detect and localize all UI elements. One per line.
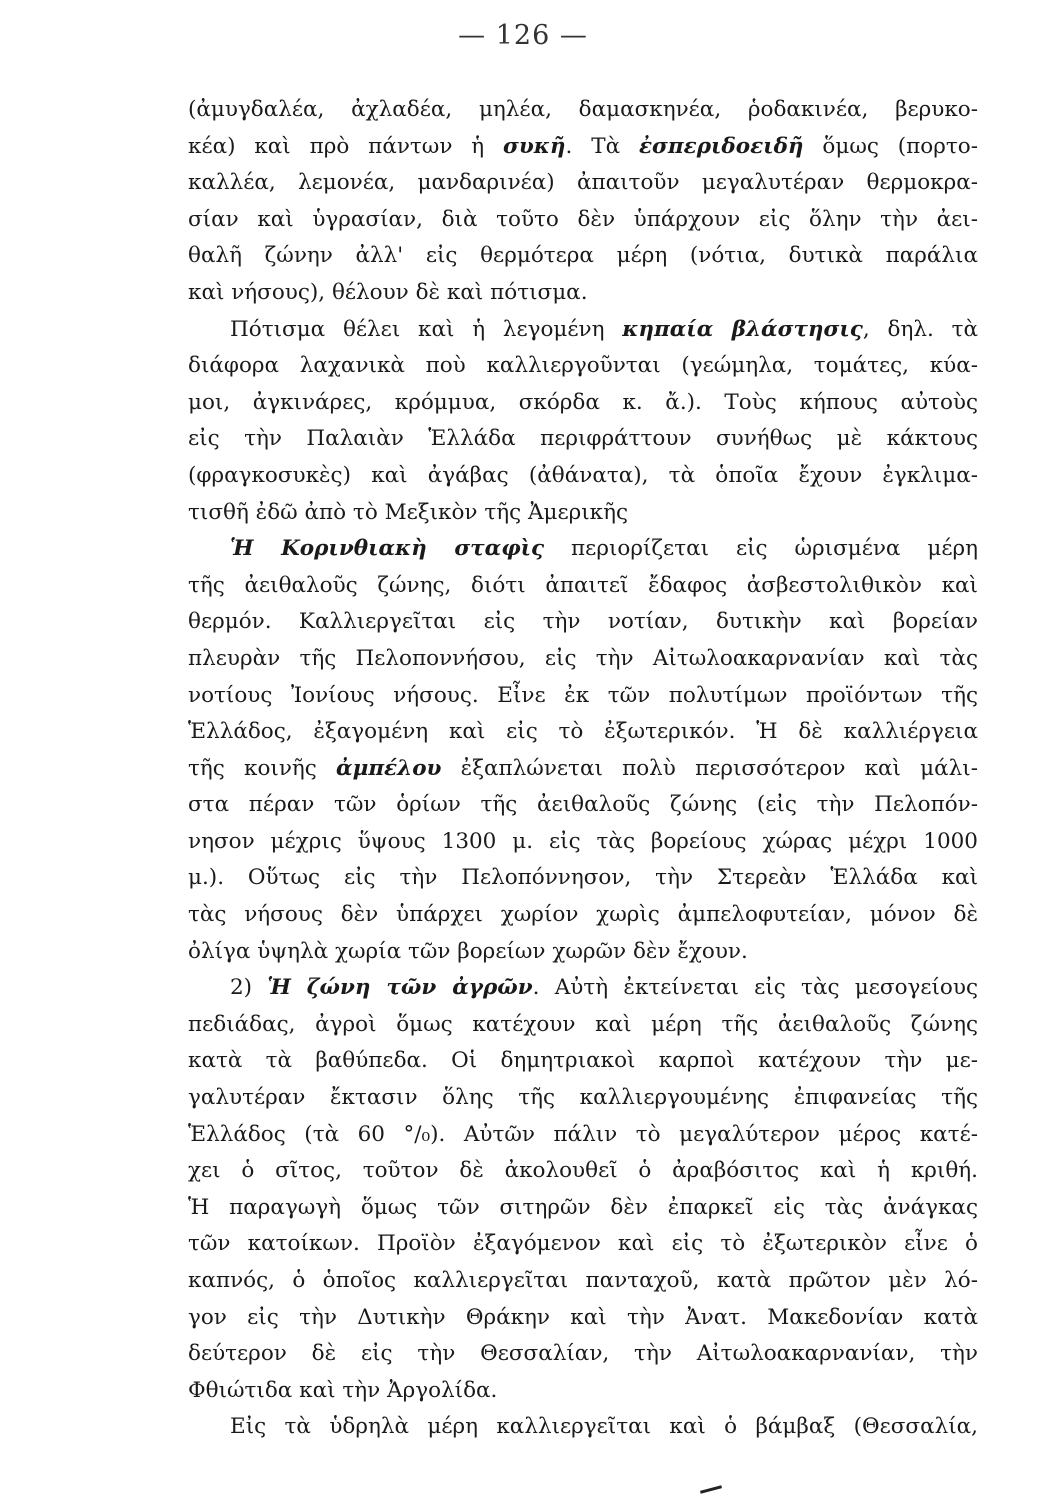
text-run: εἰς τὴν Παλαιὰν Ἑλλάδα περιφράττουν συνήθως μὲ κάκτους [188,426,978,452]
text-run: γον εἰς τὴν Δυτικὴν Θράκην καὶ τὴν Ἀνατ. Μακεδονίαν κατὰ [188,1304,978,1330]
text-line [188,568,978,605]
text-run: Ἡ παραγωγὴ ὅμως τῶν σιτηρῶν δὲν ἐπαρκεῖ εἰς τὰς ἀνάγκας [188,1194,978,1220]
text-run: καλλέα, λεμονέα, μανδαρινέα) ἀπαιτοῦν μεγαλυτέραν θερμοκρα- [188,170,978,196]
text-line [188,1117,978,1154]
text-line [188,1007,978,1044]
text-line [188,1153,978,1190]
text-run: ὀλίγα ὑψηλὰ χωρία τῶν βορείων χωρῶν δὲν ἔχουν. [188,938,748,964]
text-run: μοι, ἀγκινάρες, κρόμμυα, σκόρδα κ. ἄ.). Τοὺς κήπους αὐτοὺς [188,389,978,415]
text-run: Φθιώτιδα καὶ τὴν Ἀργολίδα. [188,1377,498,1403]
text-run: τῆς ἀειθαλοῦς ζώνης, διότι ἀπαιτεῖ ἔδαφος ἀσβεστολιθικὸν καὶ [188,572,978,598]
text-line [188,678,978,715]
text-line [188,238,978,275]
text-line [188,129,978,166]
text-run: 2) [230,975,268,1001]
text-line [188,385,978,422]
text-line [188,714,978,751]
text-run: περιορίζεται εἰς ὡρισμένα μέρη [544,536,978,562]
text-line [188,458,978,495]
text-line [188,860,978,897]
text-run: σίαν καὶ ὑγρασίαν, διὰ τοῦτο δὲν ὑπάρχουν εἰς ὅλην τὴν ἀει- [188,206,978,232]
text-line [188,970,978,1007]
text-run: Πότισμα θέλει καὶ ἡ λεγομένη [230,316,623,342]
emphasized-term: Ἡ Κορινθιακὴ σταφὶς [230,536,545,562]
text-run: τισθῆ ἐδῶ ἀπὸ τὸ Μεξικὸν τῆς Ἀμερικῆς [188,499,629,525]
text-run: πλευρὰν τῆς Πελοποννήσου, εἰς τὴν Αἰτωλοακαρνανίαν καὶ τὰς [188,645,978,671]
text-run: Εἰς τὰ ὑδρηλὰ μέρη καλλιεργεῖται καὶ ὁ βάμβαξ (Θεσσαλία, [230,1414,978,1440]
text-run: γαλυτέραν ἔκτασιν ὅλης τῆς καλλιεργουμένης ἐπιφανείας τῆς [188,1085,978,1111]
text-run: χει ὁ σῖτος, τοῦτον δὲ ἀκολουθεῖ ὁ ἀραβόσιτος καὶ ἡ κριθή. [188,1158,978,1184]
text-run: καὶ νήσους), θέλουν δὲ καὶ πότισμα. [188,279,588,305]
text-run: κατὰ τὰ βαθύπεδα. Οἱ δημητριακοὶ καρποὶ κατέχουν τὴν με- [188,1048,978,1074]
text-run: δεύτερον δὲ εἰς τὴν Θεσσαλίαν, τὴν Αἰτωλοακαρνανίαν, τὴν [188,1341,978,1367]
text-run: διάφορα λαχανικὰ ποὺ καλλιεργοῦνται (γεώμηλα, τομάτες, κύα- [188,353,978,379]
text-run: νοτίους Ἰονίους νήσους. Εἶνε ἐκ τῶν πολυτίμων προϊόντων τῆς [188,682,978,708]
text-line [188,202,978,239]
text-run: (φραγκοσυκὲς) καὶ ἀγάβας (ἀθάνατα), τὰ ὁποῖα ἔχουν ἐγκλιμα- [188,462,978,488]
text-line [188,897,978,934]
text-line [188,1080,978,1117]
text-run: τὰς νήσους δὲν ὑπάρχει χωρίον χωρὶς ἀμπελοφυτείαν, μόνον δὲ [188,902,978,928]
text-run: . Τὰ [565,133,639,159]
text-run: θαλῆ ζώνην ἀλλ' εἰς θερμότερα μέρη (νότια, δυτικὰ παράλια [188,243,978,269]
text-line [188,1336,978,1373]
emphasized-term: συκῆ [503,133,566,159]
emphasized-term: ἐσπεριδοειδῆ [638,133,804,159]
text-line [188,1043,978,1080]
text-run: Ἑλλάδος, ἐξαγομένη καὶ εἰς τὸ ἐξωτερικόν. Ἡ δὲ καλλιέργεια [188,719,978,745]
text-line [188,934,978,971]
text-run: στα πέραν τῶν ὁρίων τῆς ἀειθαλοῦς ζώνης (εἰς τὴν Πελοπόν- [188,792,978,818]
text-line [188,531,978,568]
text-run: τῆς κοινῆς [188,755,337,781]
text-run: (ἀμυγδαλέα, ἀχλαδέα, μηλέα, δαμασκηνέα, ῥοδακινέα, βερυκο- [188,97,978,122]
text-line [188,312,978,349]
text-run: Ἑλλάδος (τὰ 60 °/₀). Αὐτῶν πάλιν τὸ μεγαλύτερον μέρος κατέ- [188,1121,978,1147]
text-run: θερμόν. Καλλιεργεῖται εἰς τὴν νοτίαν, δυτικὴν καὶ βορείαν [188,609,978,635]
text-line [188,421,978,458]
emphasized-term: κηπαία βλάστησις [622,316,863,342]
text-line [188,787,978,824]
text-run: , δηλ. τὰ [862,316,978,342]
text-line [188,604,978,641]
text-line [188,165,978,202]
text-run: . Αὐτὴ ἐκτείνεται εἰς τὰς μεσογείους [532,975,978,1001]
ink-mark [700,1485,722,1494]
text-line [188,275,978,312]
text-run: καπνός, ὁ ὁποῖος καλλιεργεῖται πανταχοῦ, κατὰ πρῶτον μὲν λό- [188,1268,978,1293]
text-run: ἐξαπλώνεται πολὺ περισσότερον καὶ μάλι- [441,755,978,781]
text-line [188,1263,978,1300]
text-line [188,1190,978,1227]
text-run: ὅμως (πορτο- [803,133,978,159]
text-line [188,495,978,532]
text-line [188,348,978,385]
text-line [188,1409,978,1446]
text-line [188,751,978,788]
emphasized-term: Ἡ ζώνη τῶν ἀγρῶν [267,975,533,1001]
text-run: μ.). Οὕτως εἰς τὴν Πελοπόννησον, τὴν Στερεὰν Ἑλλάδα καὶ [188,865,978,891]
text-line [188,1373,978,1410]
text-line [188,824,978,861]
text-run: πεδιάδας, ἀγροὶ ὅμως κατέχουν καὶ μέρη τῆς ἀειθαλοῦς ζώνης [188,1011,978,1037]
text-run: νησον μέχρις ὕψους 1300 μ. εἰς τὰς βορείους χώρας μέχρι 1000 [188,828,978,854]
text-line [188,1226,978,1263]
emphasized-term: ἀμπέλου [336,755,442,781]
text-line [188,641,978,678]
body-text [188,92,978,1446]
text-line [188,1300,978,1337]
page-number: — 126 — [458,20,588,51]
text-run: τῶν κατοίκων. Προϊὸν ἐξαγόμενον καὶ εἰς τὸ ἐξωτερικὸν εἶνε ὁ [188,1231,978,1257]
text-run: κέα) καὶ πρὸ πάντων ἡ [188,133,504,159]
text-line [188,92,978,129]
